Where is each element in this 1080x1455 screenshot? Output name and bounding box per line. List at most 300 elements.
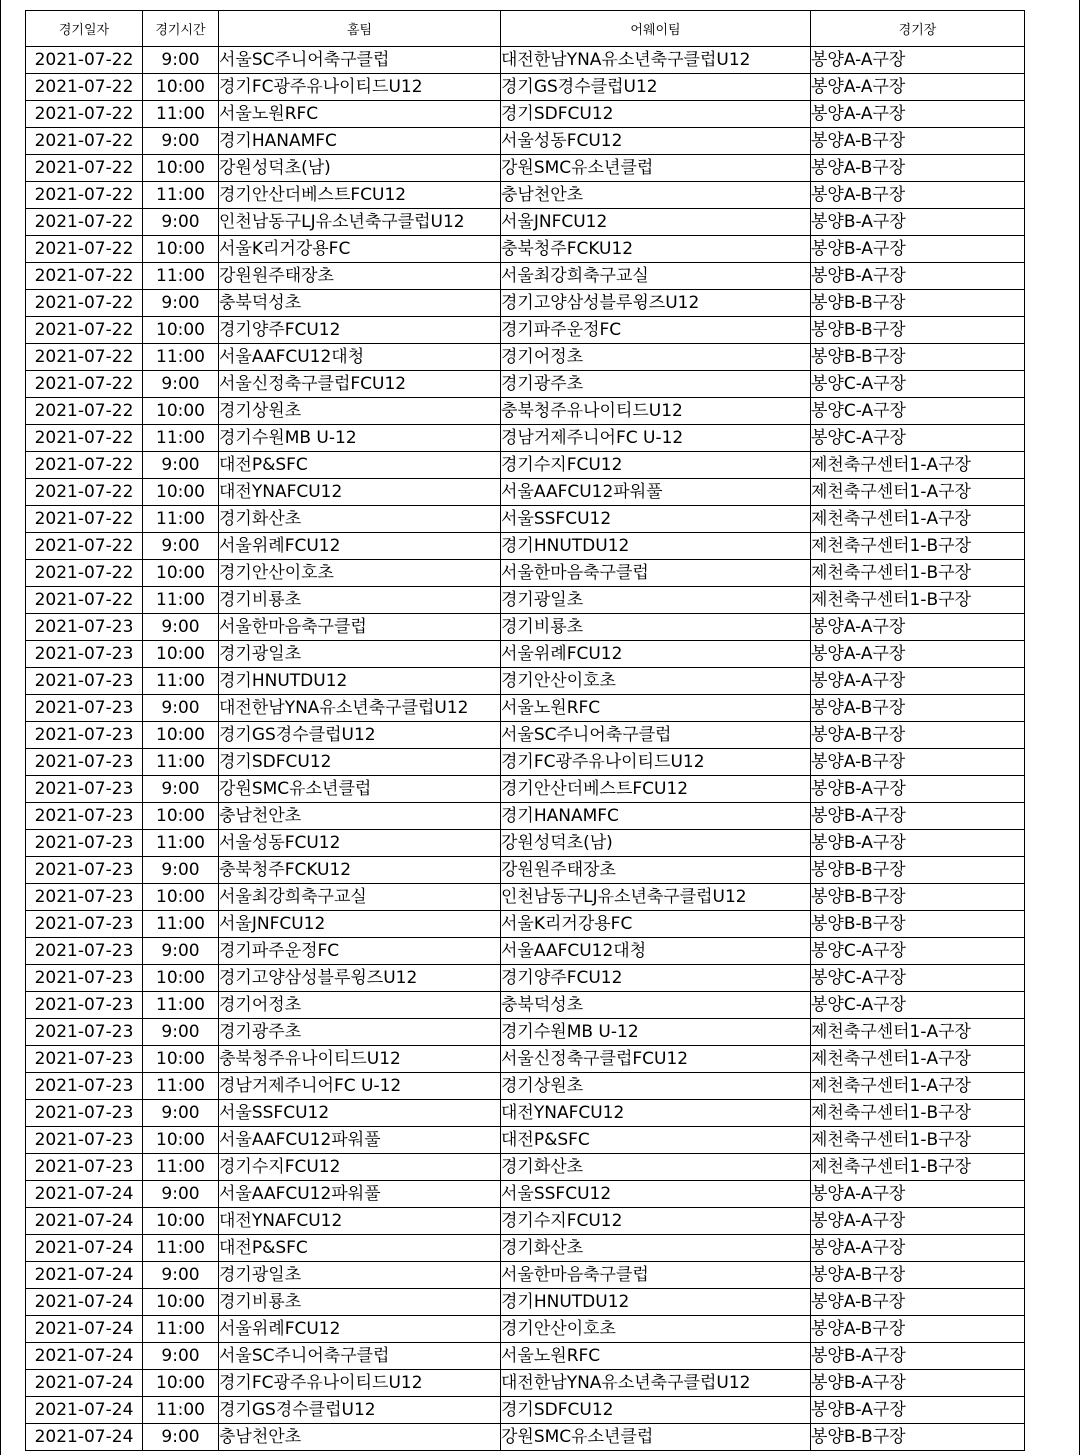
cell-away-team: 경기SDFCU12 — [501, 1397, 811, 1424]
cell-time: 10:00 — [143, 1289, 219, 1316]
table-row — [26, 533, 1025, 560]
cell-time: 9:00 — [143, 1100, 219, 1127]
cell-date: 2021-07-23 — [26, 776, 143, 803]
cell-date: 2021-07-22 — [26, 74, 143, 101]
cell-time: 11:00 — [143, 587, 219, 614]
cell-home-team: 경기고양삼성블루윙즈U12 — [219, 965, 501, 992]
cell-venue: 제천축구센터1-A구장 — [811, 506, 1025, 533]
header-home-team: 홈팀 — [219, 11, 501, 47]
cell-venue: 봉양A-A구장 — [811, 641, 1025, 668]
cell-venue: 봉양C-A구장 — [811, 371, 1025, 398]
cell-time: 11:00 — [143, 1073, 219, 1100]
cell-home-team: 경기SDFCU12 — [219, 749, 501, 776]
cell-away-team: 서울K리거강용FC — [501, 911, 811, 938]
table-row — [26, 1289, 1025, 1316]
table-row — [26, 182, 1025, 209]
cell-away-team: 서울위례FCU12 — [501, 641, 811, 668]
cell-home-team: 서울AAFCU12파워풀 — [219, 1127, 501, 1154]
cell-away-team: 서울SC주니어축구클럽 — [501, 722, 811, 749]
cell-date: 2021-07-22 — [26, 236, 143, 263]
cell-venue: 봉양A-B구장 — [811, 1262, 1025, 1289]
cell-home-team: 대전YNAFCU12 — [219, 1208, 501, 1235]
cell-time: 11:00 — [143, 992, 219, 1019]
cell-home-team: 경기수지FCU12 — [219, 1154, 501, 1181]
table-row — [26, 101, 1025, 128]
table-row — [26, 992, 1025, 1019]
cell-time: 9:00 — [143, 209, 219, 236]
cell-venue: 봉양B-B구장 — [811, 290, 1025, 317]
cell-date: 2021-07-24 — [26, 1370, 143, 1397]
cell-time: 10:00 — [143, 1370, 219, 1397]
cell-date: 2021-07-23 — [26, 911, 143, 938]
table-row — [26, 803, 1025, 830]
cell-away-team: 충북청주유나이티드U12 — [501, 398, 811, 425]
cell-venue: 봉양A-A구장 — [811, 1181, 1025, 1208]
table-row — [26, 722, 1025, 749]
table-row — [26, 1397, 1025, 1424]
cell-venue: 봉양C-A구장 — [811, 398, 1025, 425]
cell-away-team: 서울성동FCU12 — [501, 128, 811, 155]
cell-venue: 제천축구센터1-A구장 — [811, 1019, 1025, 1046]
cell-away-team: 경기화산초 — [501, 1235, 811, 1262]
cell-time: 10:00 — [143, 560, 219, 587]
cell-home-team: 경기수원MB U-12 — [219, 425, 501, 452]
table-row — [26, 749, 1025, 776]
cell-time: 11:00 — [143, 182, 219, 209]
cell-time: 9:00 — [143, 695, 219, 722]
cell-time: 11:00 — [143, 425, 219, 452]
table-row — [26, 1370, 1025, 1397]
cell-venue: 봉양A-B구장 — [811, 1316, 1025, 1343]
cell-home-team: 경기상원초 — [219, 398, 501, 425]
cell-home-team: 경기HNUTDU12 — [219, 668, 501, 695]
cell-away-team: 충남천안초 — [501, 182, 811, 209]
cell-time: 11:00 — [143, 263, 219, 290]
cell-away-team: 경기HNUTDU12 — [501, 533, 811, 560]
cell-home-team: 서울노원RFC — [219, 101, 501, 128]
cell-away-team: 경기수지FCU12 — [501, 452, 811, 479]
cell-venue: 봉양B-B구장 — [811, 317, 1025, 344]
cell-time: 10:00 — [143, 965, 219, 992]
cell-venue: 봉양A-A구장 — [811, 101, 1025, 128]
cell-time: 9:00 — [143, 1262, 219, 1289]
cell-away-team: 대전P&SFC — [501, 1127, 811, 1154]
cell-venue: 제천축구센터1-B구장 — [811, 1154, 1025, 1181]
cell-time: 10:00 — [143, 398, 219, 425]
cell-date: 2021-07-23 — [26, 641, 143, 668]
cell-away-team: 경기고양삼성블루윙즈U12 — [501, 290, 811, 317]
table-row — [26, 1262, 1025, 1289]
cell-date: 2021-07-22 — [26, 317, 143, 344]
cell-home-team: 경기광일초 — [219, 1262, 501, 1289]
cell-home-team: 경기안산더베스트FCU12 — [219, 182, 501, 209]
cell-away-team: 강원성덕초(남) — [501, 830, 811, 857]
cell-home-team: 경기HANAMFC — [219, 128, 501, 155]
cell-home-team: 경기GS경수클럽U12 — [219, 1397, 501, 1424]
table-row — [26, 1424, 1025, 1451]
cell-home-team: 경기어정초 — [219, 992, 501, 1019]
cell-date: 2021-07-22 — [26, 263, 143, 290]
cell-away-team: 경기양주FCU12 — [501, 965, 811, 992]
cell-home-team: 강원원주태장초 — [219, 263, 501, 290]
cell-date: 2021-07-22 — [26, 506, 143, 533]
cell-home-team: 서울SC주니어축구클럽 — [219, 1343, 501, 1370]
table-body — [26, 47, 1025, 1451]
cell-venue: 봉양B-B구장 — [811, 857, 1025, 884]
cell-away-team: 경기어정초 — [501, 344, 811, 371]
cell-date: 2021-07-23 — [26, 938, 143, 965]
cell-venue: 봉양A-A구장 — [811, 1208, 1025, 1235]
cell-venue: 제천축구센터1-B구장 — [811, 587, 1025, 614]
cell-away-team: 서울JNFCU12 — [501, 209, 811, 236]
cell-date: 2021-07-22 — [26, 182, 143, 209]
cell-home-team: 서울신정축구클럽FCU12 — [219, 371, 501, 398]
cell-away-team: 강원원주태장초 — [501, 857, 811, 884]
cell-home-team: 서울성동FCU12 — [219, 830, 501, 857]
cell-home-team: 서울AAFCU12대청 — [219, 344, 501, 371]
cell-home-team: 충북청주유나이티드U12 — [219, 1046, 501, 1073]
cell-time: 10:00 — [143, 1046, 219, 1073]
cell-venue: 봉양A-B구장 — [811, 182, 1025, 209]
cell-time: 11:00 — [143, 506, 219, 533]
cell-date: 2021-07-23 — [26, 1046, 143, 1073]
table-row — [26, 47, 1025, 74]
table-row — [26, 965, 1025, 992]
cell-time: 10:00 — [143, 74, 219, 101]
cell-time: 10:00 — [143, 236, 219, 263]
cell-away-team: 경기비룡초 — [501, 614, 811, 641]
cell-away-team: 서울노원RFC — [501, 1343, 811, 1370]
table-row — [26, 209, 1025, 236]
table-row — [26, 911, 1025, 938]
cell-date: 2021-07-23 — [26, 1019, 143, 1046]
cell-time: 9:00 — [143, 938, 219, 965]
table-header — [26, 11, 1025, 47]
cell-time: 11:00 — [143, 344, 219, 371]
cell-home-team: 충남천안초 — [219, 1424, 501, 1451]
table-row — [26, 1019, 1025, 1046]
cell-away-team: 경기FC광주유나이티드U12 — [501, 749, 811, 776]
cell-date: 2021-07-24 — [26, 1235, 143, 1262]
cell-venue: 봉양A-B구장 — [811, 1289, 1025, 1316]
cell-home-team: 경기양주FCU12 — [219, 317, 501, 344]
cell-date: 2021-07-22 — [26, 560, 143, 587]
cell-date: 2021-07-23 — [26, 965, 143, 992]
table-row — [26, 479, 1025, 506]
cell-venue: 봉양B-A구장 — [811, 1370, 1025, 1397]
cell-away-team: 경남거제주니어FC U-12 — [501, 425, 811, 452]
cell-away-team: 경기HANAMFC — [501, 803, 811, 830]
cell-venue: 봉양A-A구장 — [811, 614, 1025, 641]
cell-time: 9:00 — [143, 47, 219, 74]
cell-date: 2021-07-24 — [26, 1343, 143, 1370]
cell-date: 2021-07-23 — [26, 668, 143, 695]
cell-home-team: 경기안산이호초 — [219, 560, 501, 587]
table-row — [26, 452, 1025, 479]
cell-away-team: 인천남동구LJ유소년축구클럽U12 — [501, 884, 811, 911]
cell-home-team: 서울위례FCU12 — [219, 1316, 501, 1343]
cell-home-team: 서울위례FCU12 — [219, 533, 501, 560]
cell-away-team: 대전한남YNA유소년축구클럽U12 — [501, 47, 811, 74]
table-row — [26, 1343, 1025, 1370]
cell-home-team: 충남천안초 — [219, 803, 501, 830]
cell-date: 2021-07-22 — [26, 425, 143, 452]
cell-away-team: 대전YNAFCU12 — [501, 1100, 811, 1127]
table-row — [26, 641, 1025, 668]
cell-time: 10:00 — [143, 155, 219, 182]
table-row — [26, 1100, 1025, 1127]
table-row — [26, 425, 1025, 452]
cell-home-team: 충북청주FCKU12 — [219, 857, 501, 884]
cell-venue: 봉양A-A구장 — [811, 668, 1025, 695]
cell-date: 2021-07-23 — [26, 1154, 143, 1181]
cell-date: 2021-07-22 — [26, 290, 143, 317]
cell-date: 2021-07-23 — [26, 614, 143, 641]
cell-venue: 봉양A-A구장 — [811, 74, 1025, 101]
table-row — [26, 695, 1025, 722]
cell-venue: 봉양B-A구장 — [811, 1343, 1025, 1370]
cell-date: 2021-07-22 — [26, 371, 143, 398]
cell-venue: 봉양A-A구장 — [811, 47, 1025, 74]
cell-home-team: 서울K리거강용FC — [219, 236, 501, 263]
cell-away-team: 경기상원초 — [501, 1073, 811, 1100]
cell-home-team: 서울한마음축구클럽 — [219, 614, 501, 641]
header-away-team: 어웨이팀 — [501, 11, 811, 47]
table-row — [26, 317, 1025, 344]
cell-time: 9:00 — [143, 776, 219, 803]
cell-venue: 봉양B-A구장 — [811, 830, 1025, 857]
cell-time: 9:00 — [143, 371, 219, 398]
cell-home-team: 대전한남YNA유소년축구클럽U12 — [219, 695, 501, 722]
cell-venue: 제천축구센터1-A구장 — [811, 479, 1025, 506]
cell-venue: 제천축구센터1-B구장 — [811, 560, 1025, 587]
cell-time: 10:00 — [143, 722, 219, 749]
cell-home-team: 경기GS경수클럽U12 — [219, 722, 501, 749]
cell-time: 9:00 — [143, 452, 219, 479]
table-row — [26, 884, 1025, 911]
table-row — [26, 371, 1025, 398]
cell-home-team: 경기파주운정FC — [219, 938, 501, 965]
cell-time: 9:00 — [143, 1424, 219, 1451]
table-row — [26, 290, 1025, 317]
cell-date: 2021-07-22 — [26, 452, 143, 479]
cell-time: 11:00 — [143, 1397, 219, 1424]
cell-time: 10:00 — [143, 1208, 219, 1235]
table-row — [26, 263, 1025, 290]
table-row — [26, 614, 1025, 641]
cell-away-team: 경기안산이호초 — [501, 668, 811, 695]
cell-away-team: 충북청주FCKU12 — [501, 236, 811, 263]
cell-venue: 봉양B-B구장 — [811, 911, 1025, 938]
table-row — [26, 1046, 1025, 1073]
cell-venue: 봉양B-A구장 — [811, 236, 1025, 263]
cell-date: 2021-07-22 — [26, 479, 143, 506]
cell-home-team: 충북덕성초 — [219, 290, 501, 317]
cell-time: 10:00 — [143, 803, 219, 830]
cell-time: 11:00 — [143, 668, 219, 695]
cell-date: 2021-07-24 — [26, 1181, 143, 1208]
cell-away-team: 서울AAFCU12파워풀 — [501, 479, 811, 506]
cell-time: 11:00 — [143, 101, 219, 128]
cell-home-team: 경기광일초 — [219, 641, 501, 668]
cell-home-team: 대전P&SFC — [219, 452, 501, 479]
cell-venue: 제천축구센터1-B구장 — [811, 1100, 1025, 1127]
cell-date: 2021-07-22 — [26, 209, 143, 236]
cell-venue: 봉양A-B구장 — [811, 128, 1025, 155]
cell-time: 10:00 — [143, 317, 219, 344]
cell-venue: 봉양B-A구장 — [811, 263, 1025, 290]
cell-home-team: 대전YNAFCU12 — [219, 479, 501, 506]
table-row — [26, 236, 1025, 263]
cell-date: 2021-07-24 — [26, 1208, 143, 1235]
cell-away-team: 충북덕성초 — [501, 992, 811, 1019]
cell-away-team: 서울최강희축구교실 — [501, 263, 811, 290]
cell-time: 10:00 — [143, 479, 219, 506]
cell-date: 2021-07-24 — [26, 1289, 143, 1316]
cell-date: 2021-07-22 — [26, 533, 143, 560]
cell-home-team: 경기FC광주유나이티드U12 — [219, 1370, 501, 1397]
table-row — [26, 506, 1025, 533]
cell-date: 2021-07-22 — [26, 344, 143, 371]
cell-time: 9:00 — [143, 290, 219, 317]
cell-venue: 봉양C-A구장 — [811, 965, 1025, 992]
cell-time: 11:00 — [143, 830, 219, 857]
cell-away-team: 경기안산이호초 — [501, 1316, 811, 1343]
cell-time: 10:00 — [143, 1127, 219, 1154]
cell-venue: 봉양B-A구장 — [811, 1397, 1025, 1424]
cell-venue: 봉양B-A구장 — [811, 209, 1025, 236]
cell-home-team: 경기비룡초 — [219, 587, 501, 614]
cell-time: 9:00 — [143, 1181, 219, 1208]
table-row — [26, 344, 1025, 371]
cell-home-team: 강원성덕초(남) — [219, 155, 501, 182]
table-row — [26, 74, 1025, 101]
cell-away-team: 경기GS경수클럽U12 — [501, 74, 811, 101]
cell-time: 9:00 — [143, 614, 219, 641]
cell-venue: 봉양B-A구장 — [811, 776, 1025, 803]
cell-date: 2021-07-22 — [26, 47, 143, 74]
table-row — [26, 938, 1025, 965]
table-row — [26, 128, 1025, 155]
cell-date: 2021-07-23 — [26, 722, 143, 749]
table-row — [26, 1316, 1025, 1343]
cell-venue: 봉양A-B구장 — [811, 155, 1025, 182]
cell-venue: 제천축구센터1-A구장 — [811, 1073, 1025, 1100]
cell-time: 10:00 — [143, 884, 219, 911]
cell-time: 11:00 — [143, 911, 219, 938]
cell-date: 2021-07-24 — [26, 1262, 143, 1289]
table-row — [26, 1073, 1025, 1100]
cell-home-team: 경기비룡초 — [219, 1289, 501, 1316]
cell-time: 11:00 — [143, 1154, 219, 1181]
cell-away-team: 경기광일초 — [501, 587, 811, 614]
cell-date: 2021-07-23 — [26, 884, 143, 911]
header-time: 경기시간 — [143, 11, 219, 47]
header-date: 경기일자 — [26, 11, 143, 47]
cell-away-team: 강원SMC유소년클럽 — [501, 155, 811, 182]
cell-home-team: 경기FC광주유나이티드U12 — [219, 74, 501, 101]
cell-away-team: 경기안산더베스트FCU12 — [501, 776, 811, 803]
cell-away-team: 서울SSFCU12 — [501, 1181, 811, 1208]
cell-away-team: 강원SMC유소년클럽 — [501, 1424, 811, 1451]
cell-date: 2021-07-23 — [26, 1127, 143, 1154]
cell-venue: 제천축구센터1-A구장 — [811, 1046, 1025, 1073]
cell-venue: 봉양A-A구장 — [811, 1235, 1025, 1262]
cell-time: 9:00 — [143, 128, 219, 155]
cell-away-team: 경기수원MB U-12 — [501, 1019, 811, 1046]
cell-date: 2021-07-23 — [26, 857, 143, 884]
cell-venue: 제천축구센터1-A구장 — [811, 452, 1025, 479]
table-row — [26, 1181, 1025, 1208]
cell-home-team: 강원SMC유소년클럽 — [219, 776, 501, 803]
cell-home-team: 서울JNFCU12 — [219, 911, 501, 938]
cell-home-team: 경기화산초 — [219, 506, 501, 533]
table-row — [26, 776, 1025, 803]
table-row — [26, 1235, 1025, 1262]
table-row — [26, 398, 1025, 425]
cell-venue: 봉양A-B구장 — [811, 695, 1025, 722]
cell-time: 9:00 — [143, 1343, 219, 1370]
cell-date: 2021-07-23 — [26, 1100, 143, 1127]
table-row — [26, 857, 1025, 884]
table-row — [26, 155, 1025, 182]
cell-date: 2021-07-22 — [26, 155, 143, 182]
cell-date: 2021-07-22 — [26, 398, 143, 425]
cell-venue: 봉양C-A구장 — [811, 938, 1025, 965]
cell-date: 2021-07-23 — [26, 830, 143, 857]
cell-date: 2021-07-24 — [26, 1397, 143, 1424]
cell-away-team: 대전한남YNA유소년축구클럽U12 — [501, 1370, 811, 1397]
table-row — [26, 1154, 1025, 1181]
cell-away-team: 서울신정축구클럽FCU12 — [501, 1046, 811, 1073]
cell-venue: 제천축구센터1-B구장 — [811, 533, 1025, 560]
table-row — [26, 587, 1025, 614]
cell-venue: 봉양C-A구장 — [811, 425, 1025, 452]
table-row — [26, 1208, 1025, 1235]
cell-date: 2021-07-23 — [26, 695, 143, 722]
cell-time: 9:00 — [143, 533, 219, 560]
cell-away-team: 경기SDFCU12 — [501, 101, 811, 128]
cell-away-team: 서울AAFCU12대청 — [501, 938, 811, 965]
cell-away-team: 경기HNUTDU12 — [501, 1289, 811, 1316]
cell-away-team: 서울한마음축구클럽 — [501, 560, 811, 587]
cell-date: 2021-07-23 — [26, 992, 143, 1019]
cell-away-team: 경기화산초 — [501, 1154, 811, 1181]
table-row — [26, 1127, 1025, 1154]
cell-time: 11:00 — [143, 1235, 219, 1262]
cell-away-team: 서울노원RFC — [501, 695, 811, 722]
match-schedule-table — [25, 10, 1025, 1451]
cell-venue: 봉양B-B구장 — [811, 344, 1025, 371]
cell-venue: 봉양A-B구장 — [811, 749, 1025, 776]
cell-away-team: 서울SSFCU12 — [501, 506, 811, 533]
cell-venue: 봉양B-B구장 — [811, 884, 1025, 911]
cell-date: 2021-07-22 — [26, 128, 143, 155]
cell-home-team: 대전P&SFC — [219, 1235, 501, 1262]
cell-home-team: 경기광주초 — [219, 1019, 501, 1046]
cell-away-team: 경기파주운정FC — [501, 317, 811, 344]
cell-venue: 봉양B-A구장 — [811, 803, 1025, 830]
cell-time: 9:00 — [143, 1019, 219, 1046]
cell-date: 2021-07-24 — [26, 1316, 143, 1343]
cell-time: 11:00 — [143, 1316, 219, 1343]
cell-date: 2021-07-23 — [26, 1073, 143, 1100]
table-row — [26, 560, 1025, 587]
cell-home-team: 서울AAFCU12파워풀 — [219, 1181, 501, 1208]
cell-date: 2021-07-24 — [26, 1424, 143, 1451]
cell-away-team: 서울한마음축구클럽 — [501, 1262, 811, 1289]
header-venue: 경기장 — [811, 11, 1025, 47]
